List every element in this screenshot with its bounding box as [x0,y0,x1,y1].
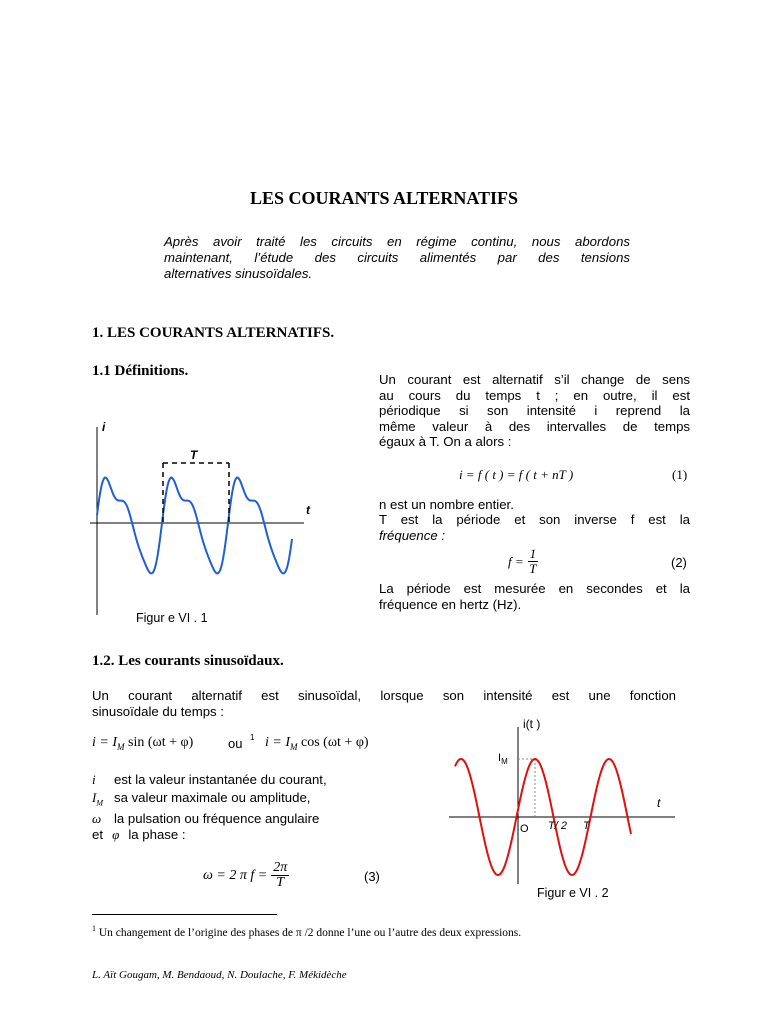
fig2-half-period-label: T/ 2 [548,820,567,832]
paragraph-line: même valeur à des intervalles de temps [379,418,690,434]
def-i-symbol: i [92,772,96,787]
eq-sin-prefix: i = I [92,735,117,750]
paragraph-line: T est la période et son inverse f est la [379,512,690,527]
intro-line: Après avoir traité les circuits en régime continu, nous abordons [164,234,630,249]
eq-cos-prefix: i = I [265,735,290,750]
eq-sin-rest: sin (ωt + φ) [124,735,194,750]
equation-3-number: (3) [364,869,380,884]
fraction-numerator: 1 [529,546,537,561]
fraction-denominator: T [276,875,285,890]
figure-vi-2 [447,712,683,892]
def-phi-symbol: φ [112,827,120,842]
equation-1-number: (1) [672,467,688,482]
n-line: n est un nombre entier. [379,497,514,512]
figure-vi-1 [82,415,312,620]
fig1-period-label: T [190,448,198,462]
def-i [92,772,327,788]
fig2-axis-i-label: i(t ) [523,717,541,731]
section-heading-1-1: 1.1 Définitions. [92,363,189,379]
section-heading-1: 1. LES COURANTS ALTERNATIFS. [92,325,335,341]
ou-label: ou [228,736,243,751]
fig2-period-label: T [583,820,590,832]
def-phi-text: la phase : [128,827,186,842]
def-im-sub: M [96,798,104,808]
fig2-im-symbol: I [498,752,502,764]
footnote-text: Un changement de l’origine des phases de π /2 donne l’une ou l’autre des deux expressions. [96,926,522,939]
paragraph-line: fréquence en hertz (Hz). [379,596,522,612]
equation-2-lhs: f = [508,553,524,569]
footnote-mark: 1 [92,924,96,933]
intro-paragraph [164,234,630,282]
fraction-numerator: 2π [273,860,288,875]
footnote [92,924,521,939]
def-phi-pre: et [92,827,103,842]
equation-sin [92,735,193,752]
equation-1: i = f ( t ) = f ( t + nT ) [459,467,574,482]
paragraph-line: périodique si son intensité i reprend la [379,403,690,418]
section-heading-1-2: 1.2. Les courants sinusoïdaux. [92,653,284,669]
fig2-axis-t-label: t [657,796,661,810]
eq-cos-rest: cos (ωt + φ) [297,735,369,750]
def-omega-symbol: ω [92,811,102,826]
equation-2 [508,547,538,576]
intro-line: alternatives sinusoïdales. [164,266,313,281]
footnote-reference: 1 [250,733,255,742]
equation-2-number: (2) [671,555,687,570]
definition-paragraph [379,372,690,450]
paragraph-line: sinusoïdale du temps : [92,703,224,719]
fig1-axis-i-label: i [102,420,106,434]
figure-vi-2-caption: Figur e VI . 2 [537,886,609,900]
paragraph-line: égaux à T. On a alors : [379,434,512,449]
fig1-curve [97,478,292,574]
def-im [92,790,310,811]
fig2-im-label [498,752,508,766]
paragraph-line: au cours du temps t ; en outre, il est [379,387,690,403]
footnote-separator [92,914,277,915]
authors-footer: L. Aït Gougam, M. Bendaoud, N. Doulache, F. Mékidèche [92,969,347,981]
paragraph-line: Un courant alternatif est sinusoïdal, lorsque son intensité est une fonction [92,688,676,703]
figure-vi-1-caption: Figur e VI . 1 [136,611,208,625]
paragraph-line: Un courant est alternatif s’il change de sens [379,372,690,387]
eq-cos-sub: M [290,741,298,752]
fraction-denominator: T [529,561,537,576]
equation-3-fraction [271,861,289,890]
paragraph-line: La période est mesurée en secondes et la [379,581,690,596]
def-omega-text: la pulsation ou fréquence angulaire [114,811,320,826]
fig2-im-sub: M [501,757,508,766]
page-title: LES COURANTS ALTERNATIFS [249,188,519,208]
eq-sin-sub: M [117,741,125,752]
equation-cos [265,735,369,752]
def-phi [92,827,186,843]
equation-3 [203,861,289,890]
def-i-text: est la valeur instantanée du courant, [114,772,327,787]
equation-2-fraction [528,547,539,576]
def-im-text: sa valeur maximale ou amplitude, [114,790,311,805]
period-unit-paragraph [379,581,690,612]
def-omega [92,811,319,827]
equation-3-lhs: ω = 2 π f = [203,867,268,883]
paragraph-line: fréquence : [379,527,445,543]
fig1-axis-t-label: t [306,503,310,517]
fig2-origin-label: O [520,823,529,835]
intro-line: maintenant, l’étude des circuits alimentés par des tensions [164,250,630,265]
period-definition [379,512,690,543]
def-im-symbol: I [92,790,97,805]
